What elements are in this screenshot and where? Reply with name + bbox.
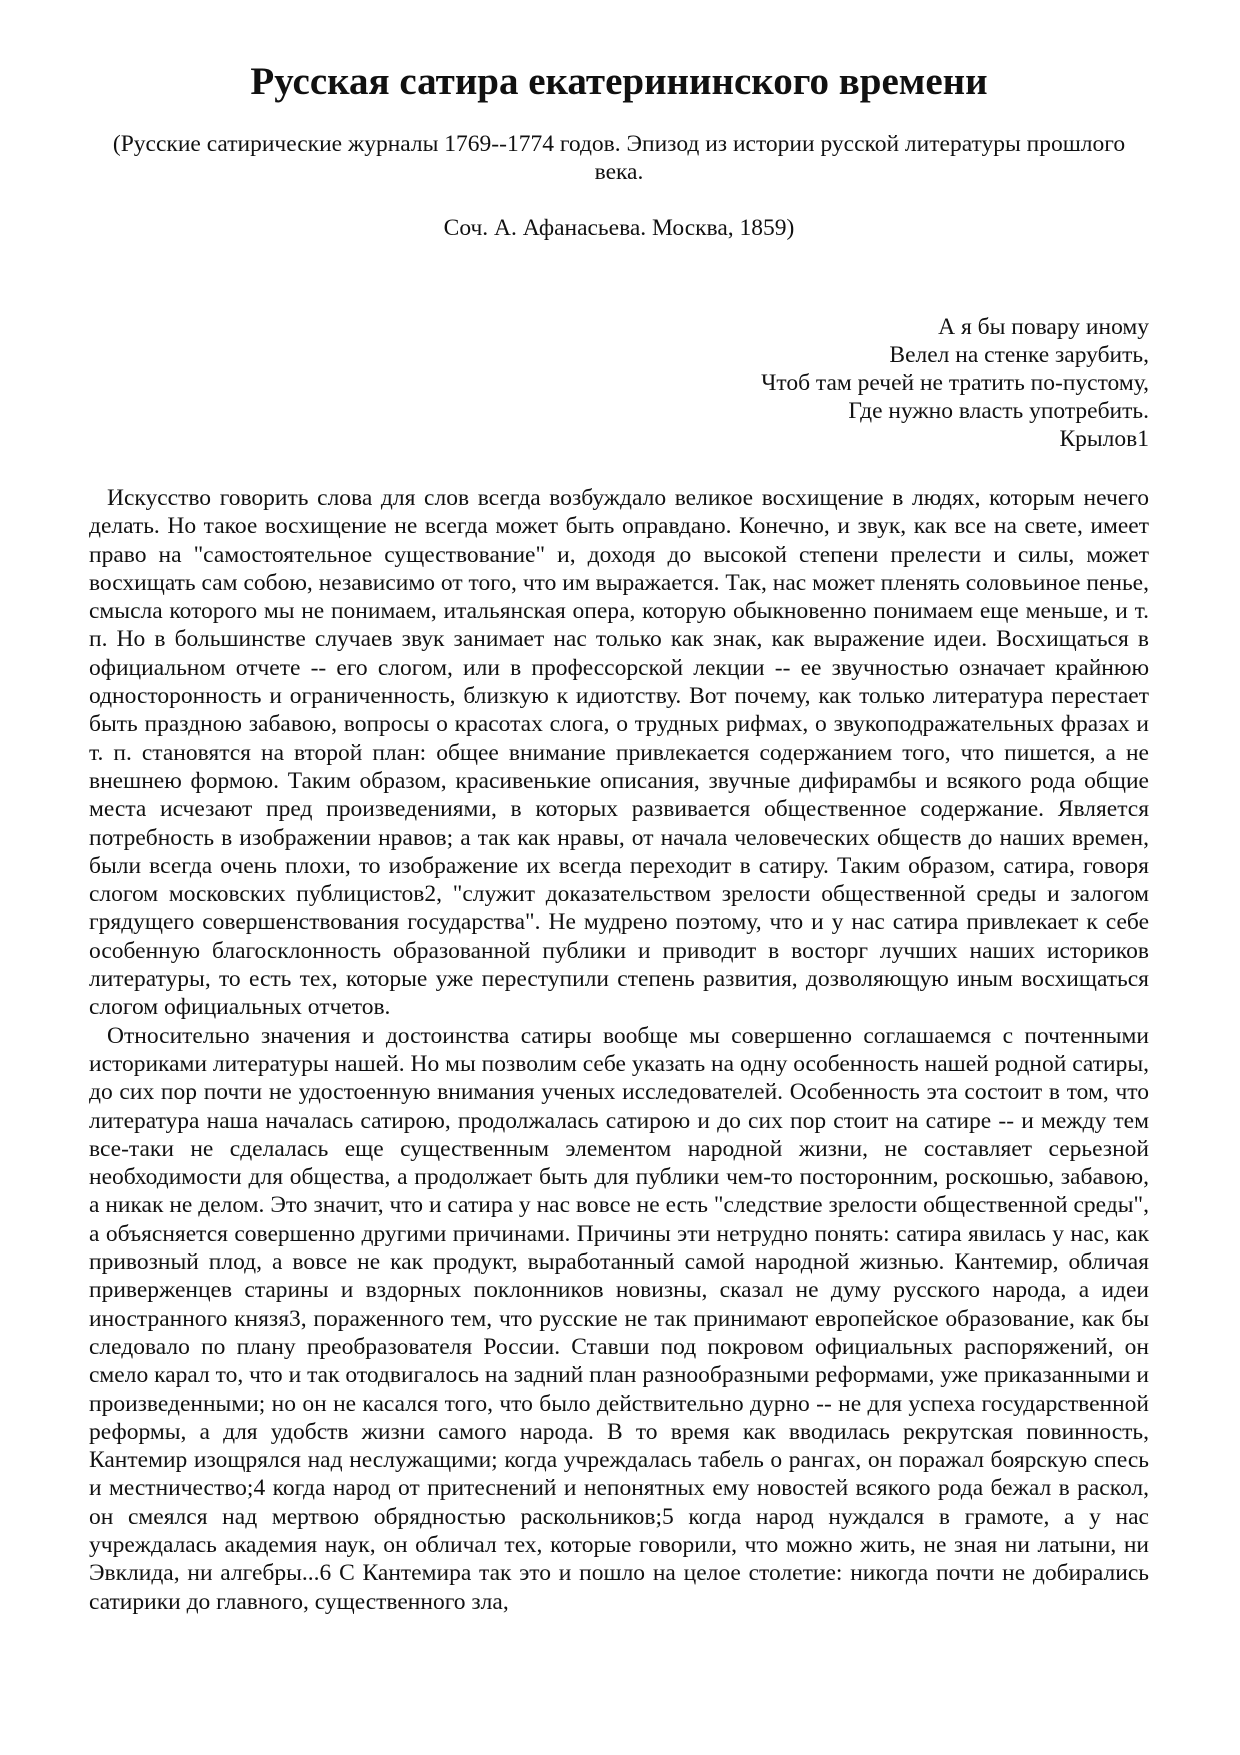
document-source: Соч. А. Афанасьева. Москва, 1859) — [443, 215, 795, 241]
epigraph-line: Велел на стенке зарубить, — [889, 342, 1149, 368]
document-title: Русская сатира екатерининского времени — [250, 60, 988, 103]
epigraph-line: А я бы повару иному — [938, 314, 1149, 340]
paragraph: Искусство говорить слова для слов всегда возбуждало великое восхищение в людях, которым нечего делать. Но такое восхищение не всегда может быть оправдано. Конечно, и звук, как все на свете, имеет право на "самостоятельное существование" и, доходя до высокой степени прелести и силы, может восхищать сам собою, независимо от того, что им выражается. Так, нас может пленять соловьиное пенье, смысла которого мы не понимаем, итальянская опера, которую обыкновенно понимаем еще меньше, и т. п. Но в большинстве случаев звук занимает нас только как знак, как выражение идеи. Восхищаться в официальном отчете -- его слогом, или в профессорской лекции -- ее звучностью означает крайнюю односторонность и ограниченность, близкую к идиотству. Вот почему, как только литература перестает быть праздною забавою, вопросы о красотах слога, о трудных рифмах, о звукоподражательных фразах и т. п. становятся на второй план: общее внимание привлекается содержанием того, что пишется, а не внешнею формою. Таким образом, красивенькие описания, звучные дифирамбы и всякого рода общие места исчезают пред произведениями, в которых развивается общественное содержание. Является потребность в изображении нравов; а так как нравы, от начала человеческих обществ до наших времен, были всегда очень плохи, то изображение их всегда переходит в сатиру. Таким образом, сатира, говоря слогом московских публицистов2, "служит доказательством зрелости общественной среды и залогом грядущего совершенствования государства". Не мудрено поэтому, что и у нас сатира привлекает к себе особенную благосклонность образованной публики и приводит в восторг лучших наших историков литературы, то есть тех, которые уже переступили степень развития, дозволяющую иным восхищаться слогом официальных отчетов. — [89, 485, 1149, 1021]
document-body — [89, 484, 1149, 1616]
epigraph-attribution: Крылов1 — [1059, 426, 1149, 452]
epigraph-line: Чтоб там речей не тратить по-пустому, — [761, 370, 1149, 396]
paragraph: Относительно значения и достоинства сатиры вообще мы совершенно соглашаемся с почтенными историками литературы нашей. Но мы позволим себе указать на одну особенность нашей родной сатиры, до сих пор почти не удостоенную внимания ученых исследователей. Особенность эта состоит в том, что литература наша началась сатирою, продолжалась сатирою и до сих пор стоит на сатире -- и между тем все-таки не сделалась еще существенным элементом народной жизни, не составляет серьезной необходимости для общества, а продолжает быть для публики чем-то посторонним, роскошью, забавою, а никак не делом. Это значит, что и сатира у нас вовсе не есть "следствие зрелости общественной среды", а объясняется совершенно другими причинами. Причины эти нетрудно понять: сатира явилась у нас, как привозный плод, а вовсе не как продукт, выработанный самой народной жизнью. Кантемир, обличая приверженцев старины и вздорных поклонников новизны, сказал не думу русского народа, а идеи иностранного князя3, пораженного тем, что русские не так принимают европейское образование, как бы следовало по плану преобразователя России. Ставши под покровом официальных распоряжений, он смело карал то, что и так отодвигалось на задний план разнообразными реформами, уже приказанными и произведенными; но он не касался того, что было действительно дурно -- не для успеха государственной реформы, а для удобств жизни самого народа. В то время как вводилась рекрутская повинность, Кантемир изощрялся над неслужащими; когда учреждалась табель о рангах, он поражал боярскую спесь и местничество;4 когда народ от притеснений и непонятных ему новостей всякого рода бежал в раскол, он смеялся над мертвою обрядностью раскольников;5 когда народ нуждался в грамоте, а у нас учреждалась академия наук, он обличал тех, которые говорили, что можно жить, не зная ни латыни, ни Эвклида, ни алгебры...6 С Кантемира так это и пошло на целое столетие: никогда почти не добирались сатирики до главного, существенного зла, — [89, 1022, 1149, 1615]
epigraph — [89, 313, 1149, 453]
document-subtitle: (Русские сатирические журналы 1769--1774 годов. Эпизод из истории русской литературы прошлого века. — [112, 131, 1126, 185]
epigraph-line: Где нужно власть употребить. — [848, 398, 1149, 424]
